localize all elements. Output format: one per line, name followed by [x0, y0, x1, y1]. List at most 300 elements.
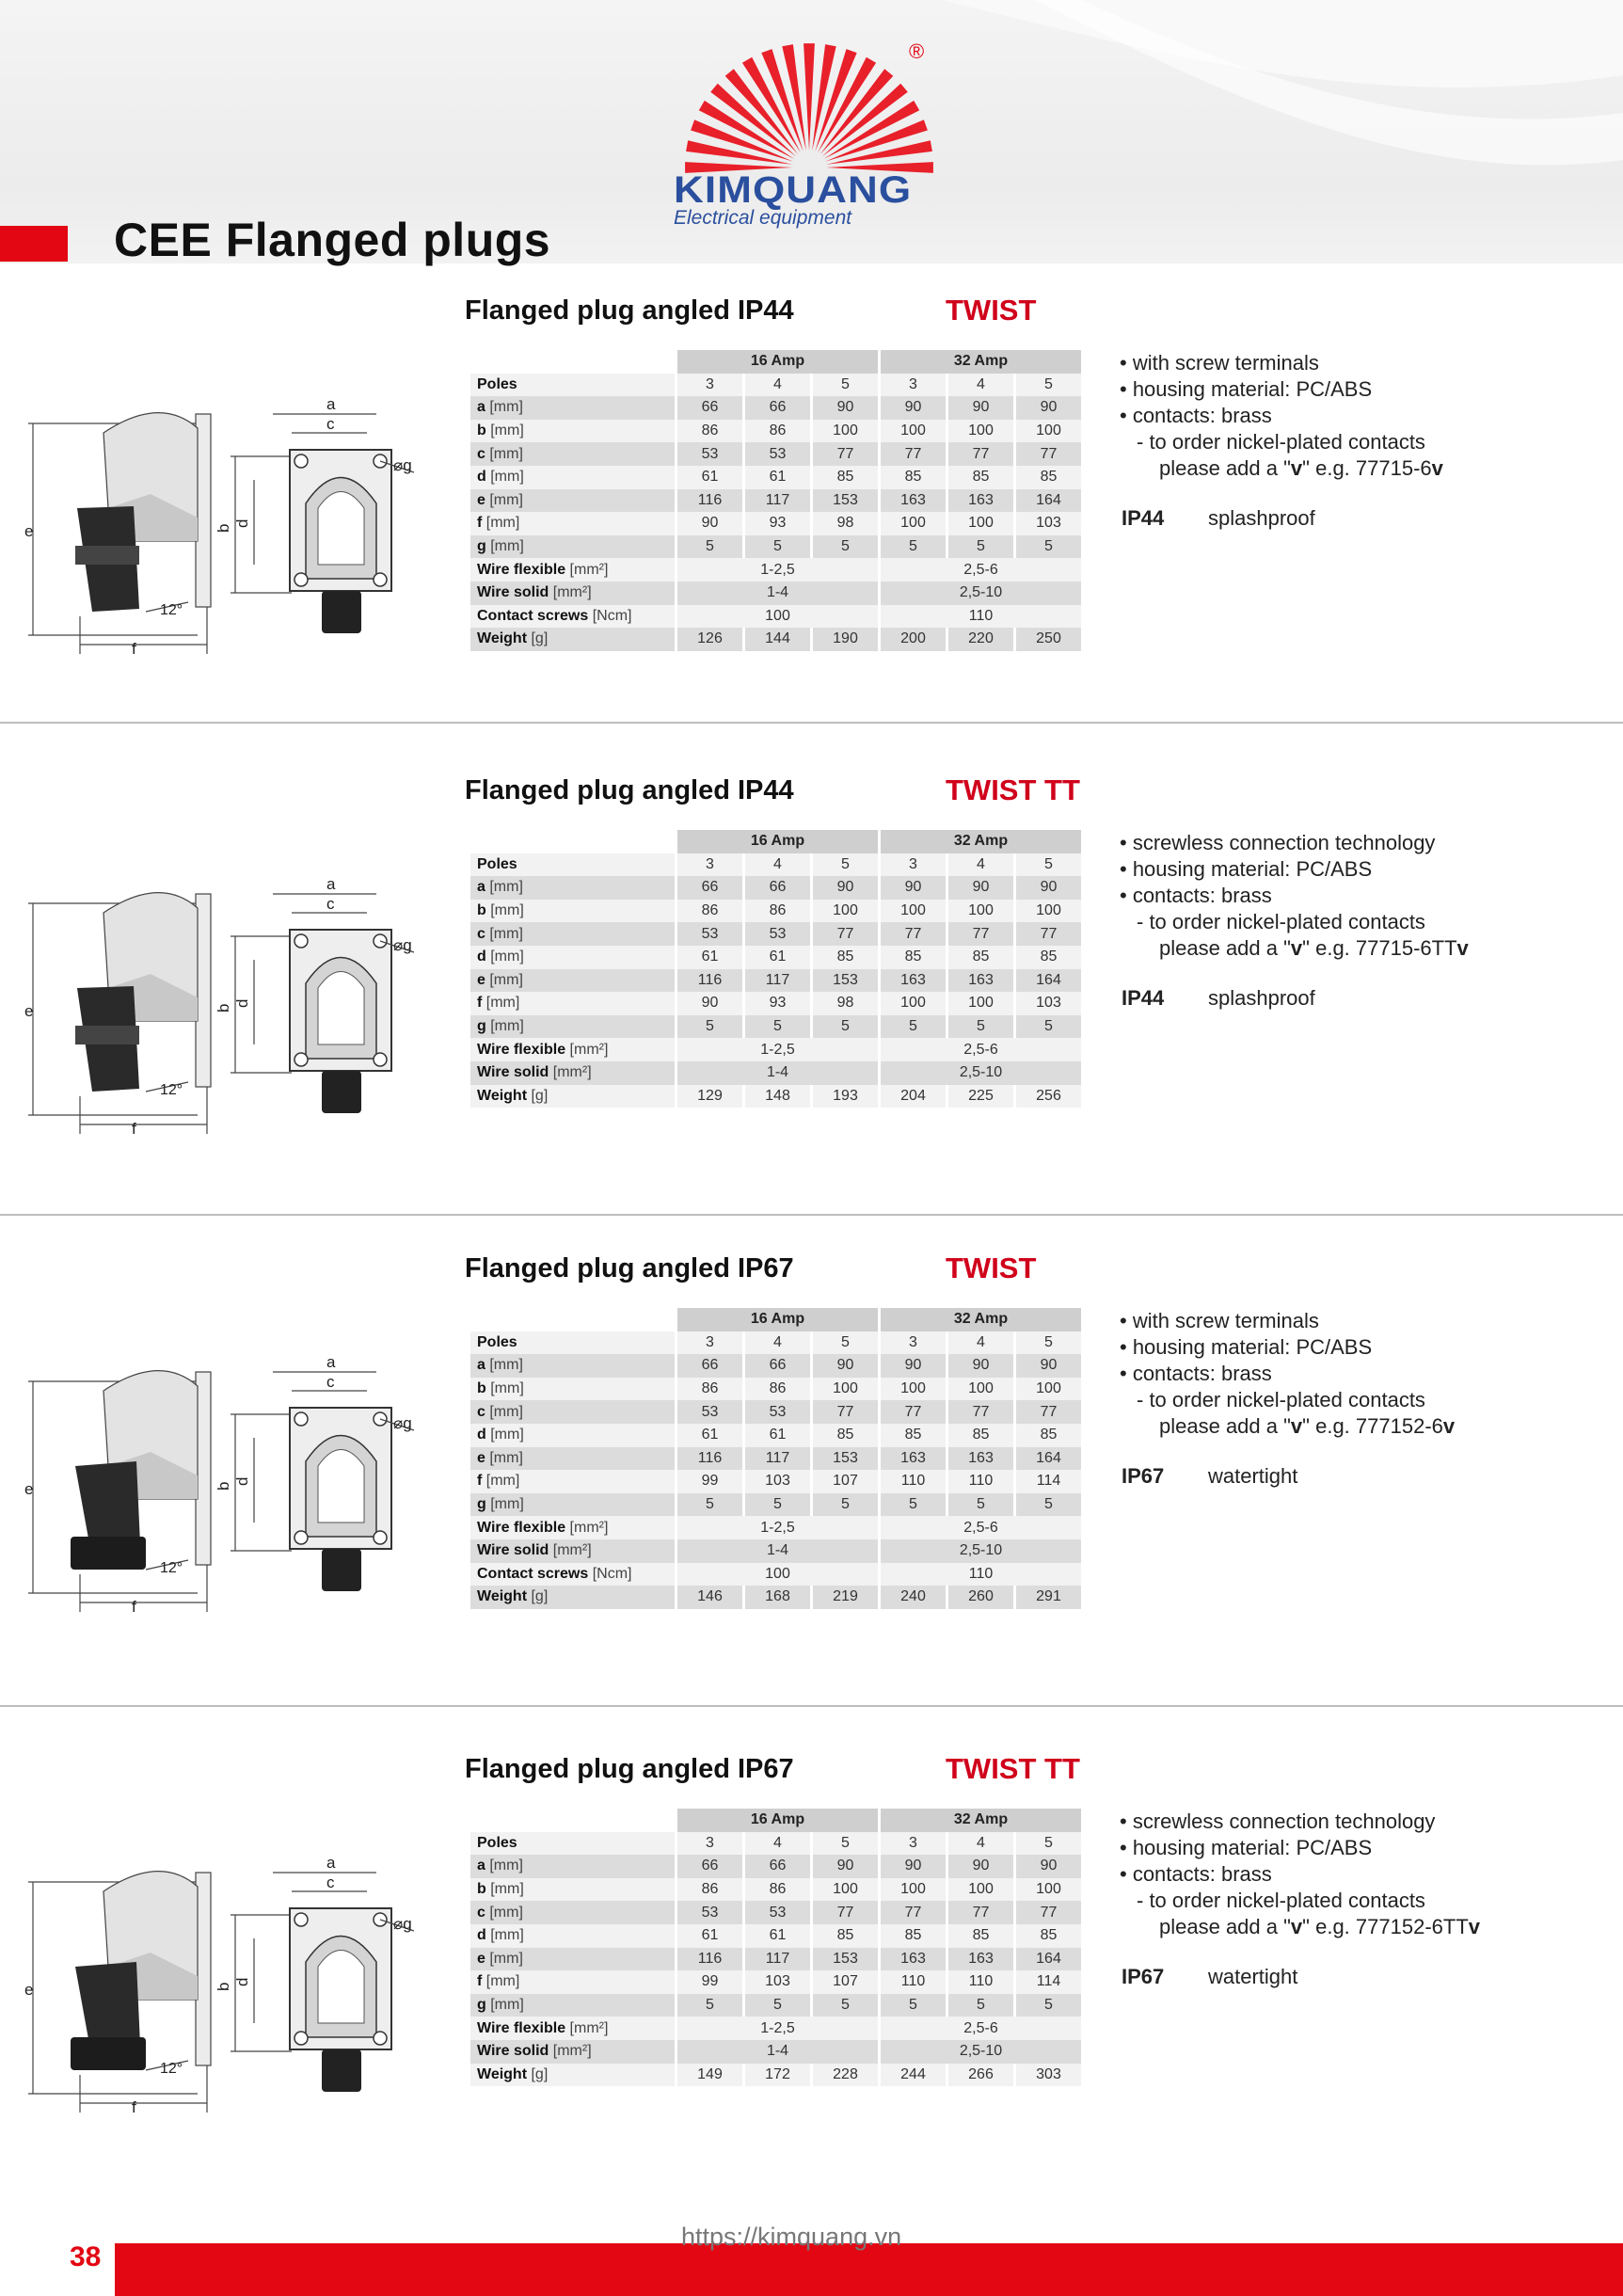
table-cell: 146 — [677, 1586, 742, 1609]
table-cell: 100 — [813, 1878, 878, 1902]
row-label-name: Weight — [477, 630, 528, 647]
table-cell: 116 — [677, 489, 742, 513]
note-suffix: v — [1468, 1915, 1481, 1938]
ip-rating — [1122, 1965, 1297, 1989]
table-cell: 66 — [745, 1354, 810, 1378]
table-cell: 107 — [813, 1970, 878, 1994]
table-row — [470, 1038, 1081, 1061]
table-cell: 260 — [948, 1586, 1013, 1609]
row-label — [470, 1470, 675, 1493]
dim-label-g: ⌀g — [393, 936, 412, 954]
table-cell: 225 — [948, 1085, 1013, 1108]
table-cell: 110 — [881, 605, 1081, 629]
table-row — [470, 558, 1081, 582]
table-row — [470, 1400, 1081, 1424]
table-cell: 66 — [745, 876, 810, 900]
table-cell: 164 — [1016, 1948, 1081, 1971]
row-label-name: f — [477, 515, 483, 532]
table-cell: 244 — [881, 2064, 946, 2087]
row-label — [470, 1878, 675, 1902]
table-cell: 90 — [813, 1855, 878, 1878]
table-row — [470, 1424, 1081, 1447]
table-cell: 53 — [677, 922, 742, 946]
table-cell: 4 — [745, 374, 810, 397]
row-label — [470, 1539, 675, 1563]
logo-subtitle: Electrical equipment — [674, 207, 852, 229]
table-cell: 5 — [948, 1493, 1013, 1517]
table-cell: 90 — [1016, 1354, 1081, 1378]
product-section — [0, 282, 1623, 715]
table-cell: 103 — [745, 1970, 810, 1994]
row-label — [470, 1516, 675, 1539]
table-cell: 85 — [1016, 466, 1081, 489]
amp-32-header: 32 Amp — [881, 1308, 1081, 1331]
row-label-name: d — [477, 469, 486, 486]
dim-label-g: ⌀g — [393, 456, 412, 474]
table-cell: 66 — [677, 876, 742, 900]
table-cell: 90 — [948, 1354, 1013, 1378]
table-cell: 103 — [1016, 512, 1081, 535]
table-cell: 90 — [881, 1354, 946, 1378]
feature-item: • housing material: PC/ABS — [1120, 1836, 1373, 1859]
row-label-unit: [mm²] — [549, 2043, 592, 2060]
table-cell: 85 — [813, 1424, 878, 1447]
table-cell: 1-4 — [677, 582, 878, 605]
table-cell: 53 — [677, 1400, 742, 1424]
dimension-drawing — [19, 856, 433, 1139]
table-cell: 4 — [948, 374, 1013, 397]
ip-rating — [1122, 986, 1315, 1011]
note-suffix: v — [1456, 936, 1469, 960]
table-row — [470, 1539, 1081, 1563]
row-label-name: d — [477, 1927, 486, 1944]
table-cell: 1-2,5 — [677, 2017, 878, 2040]
table-cell: 204 — [881, 1085, 946, 1108]
table-cell: 163 — [948, 489, 1013, 513]
table-cell: 2,5-10 — [881, 1539, 1081, 1563]
amp-32-header: 32 Amp — [881, 830, 1081, 853]
logo-ray — [804, 43, 815, 151]
table-cell: 85 — [948, 466, 1013, 489]
table-cell: 5 — [1016, 1015, 1081, 1039]
amp-16-header: 16 Amp — [677, 830, 878, 853]
dim-label-f: f — [132, 2098, 136, 2116]
table-cell: 5 — [813, 1832, 878, 1856]
table-cell: 5 — [745, 1493, 810, 1517]
table-cell: 103 — [745, 1470, 810, 1493]
table-cell: 117 — [745, 1447, 810, 1471]
table-row — [470, 535, 1081, 559]
row-label — [470, 466, 675, 489]
table-cell: 164 — [1016, 489, 1081, 513]
row-label-name: Wire solid — [477, 584, 549, 601]
product-title: Flanged plug angled IP44 — [465, 775, 794, 805]
footer-url[interactable]: https://kimquang.vn — [681, 2223, 902, 2251]
row-label-name: Contact screws — [477, 607, 589, 624]
ip-rating — [1122, 506, 1315, 531]
table-row — [470, 946, 1081, 969]
dim-label-d: d — [233, 998, 251, 1008]
amp-32-header: 32 Amp — [881, 350, 1081, 374]
dim-label-g: ⌀g — [393, 1915, 412, 1933]
table-row — [470, 1924, 1081, 1948]
table-row — [470, 442, 1081, 466]
table-cell: 3 — [677, 1832, 742, 1856]
ip-rating — [1122, 1464, 1297, 1489]
nickel-note: - to order nickel-plated contacts — [1137, 1388, 1425, 1411]
note-v: v — [1290, 936, 1303, 960]
table-cell: 3 — [881, 1832, 946, 1856]
row-label — [470, 900, 675, 923]
table-cell: 5 — [677, 1015, 742, 1039]
table-cell: 5 — [813, 1331, 878, 1355]
table-cell: 66 — [745, 1855, 810, 1878]
row-label-unit: [mm] — [485, 1858, 523, 1874]
table-cell: 5 — [745, 535, 810, 559]
table-cell: 5 — [1016, 1331, 1081, 1355]
row-label — [470, 1924, 675, 1948]
row-label — [470, 1085, 675, 1108]
table-cell: 61 — [677, 946, 742, 969]
table-cell: 5 — [881, 535, 946, 559]
table-cell: 4 — [948, 1832, 1013, 1856]
row-label — [470, 1354, 675, 1378]
table-cell: 256 — [1016, 1085, 1081, 1108]
row-label — [470, 2040, 675, 2064]
table-row — [470, 1470, 1081, 1493]
amp-16-header: 16 Amp — [677, 350, 878, 374]
table-cell: 4 — [948, 1331, 1013, 1355]
table-cell: 61 — [745, 1424, 810, 1447]
table-row — [470, 1878, 1081, 1902]
feature-list — [1120, 1809, 1480, 1940]
dim-label-f: f — [132, 640, 136, 658]
row-label-name: g — [477, 1997, 486, 2014]
table-cell: 100 — [881, 1378, 946, 1401]
table-cell: 100 — [1016, 1878, 1081, 1902]
row-label-name: c — [477, 1403, 485, 1420]
note-text-example: " e.g. 777152-6 — [1302, 1414, 1443, 1438]
table-cell: 53 — [745, 1400, 810, 1424]
table-cell: 110 — [881, 1970, 946, 1994]
table-cell: 291 — [1016, 1586, 1081, 1609]
nickel-note-example — [1120, 1413, 1455, 1440]
table-cell: 77 — [881, 922, 946, 946]
feature-item: • contacts: brass — [1120, 1862, 1272, 1886]
dim-label-c: c — [326, 1873, 335, 1891]
row-label-unit: [mm] — [485, 1496, 524, 1513]
row-label-name: Poles — [477, 1834, 517, 1851]
table-cell: 164 — [1016, 1447, 1081, 1471]
table-cell: 53 — [745, 442, 810, 466]
table-row — [470, 512, 1081, 535]
dim-label-c: c — [326, 895, 335, 913]
row-label-unit: [mm] — [485, 1997, 524, 2014]
table-cell: 1-2,5 — [677, 1038, 878, 1061]
dim-label-e: e — [24, 1480, 34, 1498]
table-cell: 5 — [813, 1015, 878, 1039]
row-label-name: b — [477, 902, 486, 919]
note-suffix: v — [1431, 456, 1443, 480]
row-label — [470, 605, 675, 629]
table-row — [470, 1586, 1081, 1609]
ip-text: splashproof — [1208, 506, 1315, 530]
table-cell: 61 — [677, 1424, 742, 1447]
table-row — [470, 1354, 1081, 1378]
table-cell: 2,5-10 — [881, 1061, 1081, 1085]
table-cell: 100 — [881, 900, 946, 923]
table-corner — [470, 830, 675, 853]
table-cell: 3 — [881, 853, 946, 877]
dim-label-angle: 12° — [160, 1082, 183, 1098]
row-label-name: f — [477, 995, 483, 1012]
ip-code: IP67 — [1122, 1965, 1165, 1988]
row-label-name: Wire flexible — [477, 1519, 566, 1536]
row-label-unit: [mm] — [485, 949, 524, 965]
table-cell: 77 — [881, 442, 946, 466]
table-row — [470, 1994, 1081, 2017]
table-cell: 163 — [948, 1948, 1013, 1971]
row-label-name: a — [477, 399, 485, 416]
table-cell: 77 — [1016, 1901, 1081, 1924]
table-row — [470, 396, 1081, 420]
table-cell: 220 — [948, 628, 1013, 651]
note-text: please add a " — [1159, 1414, 1291, 1438]
table-cell: 168 — [745, 1586, 810, 1609]
dim-label-a: a — [326, 1353, 336, 1371]
table-cell: 5 — [1016, 374, 1081, 397]
table-row — [470, 582, 1081, 605]
table-row — [470, 420, 1081, 443]
row-label — [470, 1948, 675, 1971]
note-text: please add a " — [1159, 936, 1291, 960]
table-cell: 5 — [813, 535, 878, 559]
feature-item: • with screw terminals — [1120, 351, 1319, 375]
table-cell: 90 — [948, 1855, 1013, 1878]
logo-name: KIMQUANG — [674, 169, 913, 211]
table-cell: 5 — [1016, 1493, 1081, 1517]
table-cell: 90 — [1016, 1855, 1081, 1878]
table-cell: 5 — [881, 1994, 946, 2017]
table-cell: 100 — [1016, 1378, 1081, 1401]
table-cell: 5 — [948, 1015, 1013, 1039]
row-label-unit: [mm] — [485, 879, 523, 896]
table-cell: 77 — [813, 1400, 878, 1424]
table-cell: 53 — [745, 1901, 810, 1924]
table-cell: 61 — [745, 946, 810, 969]
row-label-name: c — [477, 925, 485, 942]
table-cell: 149 — [677, 2064, 742, 2087]
row-label-unit: [mm²] — [565, 1519, 609, 1536]
table-cell: 66 — [677, 396, 742, 420]
row-label — [470, 876, 675, 900]
table-cell: 4 — [745, 1832, 810, 1856]
row-label-name: e — [477, 971, 485, 988]
product-section — [0, 1240, 1623, 1673]
table-cell: 77 — [948, 1901, 1013, 1924]
dim-label-angle: 12° — [160, 2061, 183, 2077]
table-cell: 85 — [813, 466, 878, 489]
row-label-name: g — [477, 538, 486, 555]
table-cell: 5 — [745, 1015, 810, 1039]
table-cell: 61 — [745, 466, 810, 489]
row-label — [470, 396, 675, 420]
row-label-name: a — [477, 1858, 485, 1874]
table-row — [470, 1948, 1081, 1971]
specification-table — [468, 350, 1084, 651]
table-cell: 5 — [1016, 1994, 1081, 2017]
table-cell: 114 — [1016, 1970, 1081, 1994]
table-cell: 90 — [881, 396, 946, 420]
feature-list — [1120, 830, 1469, 962]
table-cell: 5 — [677, 1493, 742, 1517]
dim-label-e: e — [24, 1981, 34, 1999]
table-cell: 61 — [677, 1924, 742, 1948]
table-cell: 85 — [881, 946, 946, 969]
table-cell: 5 — [881, 1493, 946, 1517]
product-section — [0, 762, 1623, 1195]
row-label-unit: [mm] — [485, 971, 523, 988]
table-cell: 153 — [813, 1948, 878, 1971]
dim-label-b: b — [215, 1481, 232, 1491]
nickel-note: - to order nickel-plated contacts — [1137, 910, 1425, 933]
table-cell: 5 — [677, 1994, 742, 2017]
row-label-unit: [mm] — [485, 1449, 523, 1466]
table-cell: 3 — [881, 374, 946, 397]
table-cell: 98 — [813, 992, 878, 1015]
table-cell: 90 — [813, 876, 878, 900]
row-label-unit: [mm] — [485, 1380, 524, 1397]
table-cell: 5 — [948, 535, 1013, 559]
amp-32-header: 32 Amp — [881, 1809, 1081, 1832]
row-label — [470, 582, 675, 605]
table-row — [470, 605, 1081, 629]
table-cell: 5 — [881, 1015, 946, 1039]
product-variant-tag: TWIST TT — [946, 773, 1080, 806]
table-row — [470, 1901, 1081, 1924]
row-label-unit: [mm] — [482, 1473, 520, 1490]
table-row — [470, 466, 1081, 489]
row-label-name: e — [477, 1449, 485, 1466]
table-cell: 1-4 — [677, 1539, 878, 1563]
row-label-unit: [mm²] — [565, 2019, 609, 2036]
product-variant-tag: TWIST — [946, 1252, 1037, 1284]
table-cell: 100 — [1016, 420, 1081, 443]
table-cell: 86 — [677, 900, 742, 923]
table-row — [470, 489, 1081, 513]
row-label-unit: [mm²] — [549, 1064, 592, 1081]
row-label-name: f — [477, 1473, 483, 1490]
table-cell: 86 — [745, 1378, 810, 1401]
note-text-example: " e.g. 77715-6TT — [1302, 936, 1457, 960]
table-cell: 77 — [813, 1901, 878, 1924]
row-label-name: Poles — [477, 855, 517, 872]
row-label — [470, 1563, 675, 1586]
feature-item: • screwless connection technology — [1120, 1810, 1436, 1833]
table-cell: 77 — [881, 1400, 946, 1424]
dim-label-angle: 12° — [160, 1560, 183, 1576]
table-row — [470, 922, 1081, 946]
feature-item: • with screw terminals — [1120, 1309, 1319, 1332]
table-cell: 4 — [745, 853, 810, 877]
row-label — [470, 853, 675, 877]
table-cell: 144 — [745, 628, 810, 651]
table-cell: 90 — [948, 876, 1013, 900]
table-row — [470, 1832, 1081, 1856]
table-cell: 153 — [813, 1447, 878, 1471]
note-suffix: v — [1442, 1414, 1456, 1438]
table-cell: 86 — [677, 420, 742, 443]
dim-label-d: d — [233, 1476, 251, 1486]
product-title: Flanged plug angled IP44 — [465, 295, 794, 326]
dim-label-c: c — [326, 1373, 335, 1391]
table-row — [470, 969, 1081, 993]
table-cell: 100 — [813, 1378, 878, 1401]
table-cell: 85 — [881, 1424, 946, 1447]
row-label-unit: [mm] — [485, 423, 524, 439]
row-label — [470, 420, 675, 443]
ip-text: watertight — [1208, 1464, 1298, 1488]
table-cell: 110 — [948, 1470, 1013, 1493]
table-cell: 2,5-6 — [881, 1516, 1081, 1539]
table-cell: 1-4 — [677, 2040, 878, 2064]
table-cell: 77 — [813, 922, 878, 946]
table-cell: 61 — [677, 466, 742, 489]
page-number: 38 — [70, 2241, 102, 2272]
table-cell: 86 — [677, 1378, 742, 1401]
table-cell: 100 — [881, 420, 946, 443]
table-cell: 77 — [948, 1400, 1013, 1424]
row-label-name: b — [477, 1380, 486, 1397]
row-label-name: Wire flexible — [477, 561, 566, 578]
nickel-note-example — [1120, 455, 1443, 482]
table-cell: 5 — [677, 535, 742, 559]
section-divider — [0, 1214, 1623, 1216]
specification-table — [468, 830, 1084, 1108]
table-cell: 117 — [745, 1948, 810, 1971]
table-cell: 100 — [677, 605, 878, 629]
table-cell: 5 — [813, 853, 878, 877]
table-cell: 85 — [881, 466, 946, 489]
row-label-name: f — [477, 1973, 483, 1990]
table-cell: 1-2,5 — [677, 558, 878, 582]
table-cell: 5 — [1016, 535, 1081, 559]
row-label — [470, 374, 675, 397]
row-label — [470, 1331, 675, 1355]
note-text: please add a " — [1159, 456, 1291, 480]
dim-label-b: b — [215, 1982, 232, 1991]
product-section — [0, 1741, 1623, 2174]
row-label-unit: [mm] — [485, 1018, 524, 1035]
table-cell: 163 — [881, 969, 946, 993]
table-cell: 99 — [677, 1470, 742, 1493]
note-text-example: " e.g. 77715-6 — [1302, 456, 1432, 480]
row-label-unit: [mm²] — [549, 584, 592, 601]
row-label-name: d — [477, 1427, 486, 1443]
row-label-unit: [mm] — [485, 1927, 524, 1944]
table-cell: 2,5-10 — [881, 2040, 1081, 2064]
nickel-note: - to order nickel-plated contacts — [1137, 430, 1425, 454]
row-label-unit: [mm] — [485, 538, 524, 555]
table-cell: 85 — [881, 1924, 946, 1948]
table-cell: 100 — [1016, 900, 1081, 923]
table-cell: 5 — [1016, 853, 1081, 877]
table-cell: 114 — [1016, 1470, 1081, 1493]
table-cell: 66 — [745, 396, 810, 420]
table-cell: 90 — [1016, 876, 1081, 900]
feature-item: • housing material: PC/ABS — [1120, 1335, 1373, 1359]
table-row — [470, 1970, 1081, 1994]
